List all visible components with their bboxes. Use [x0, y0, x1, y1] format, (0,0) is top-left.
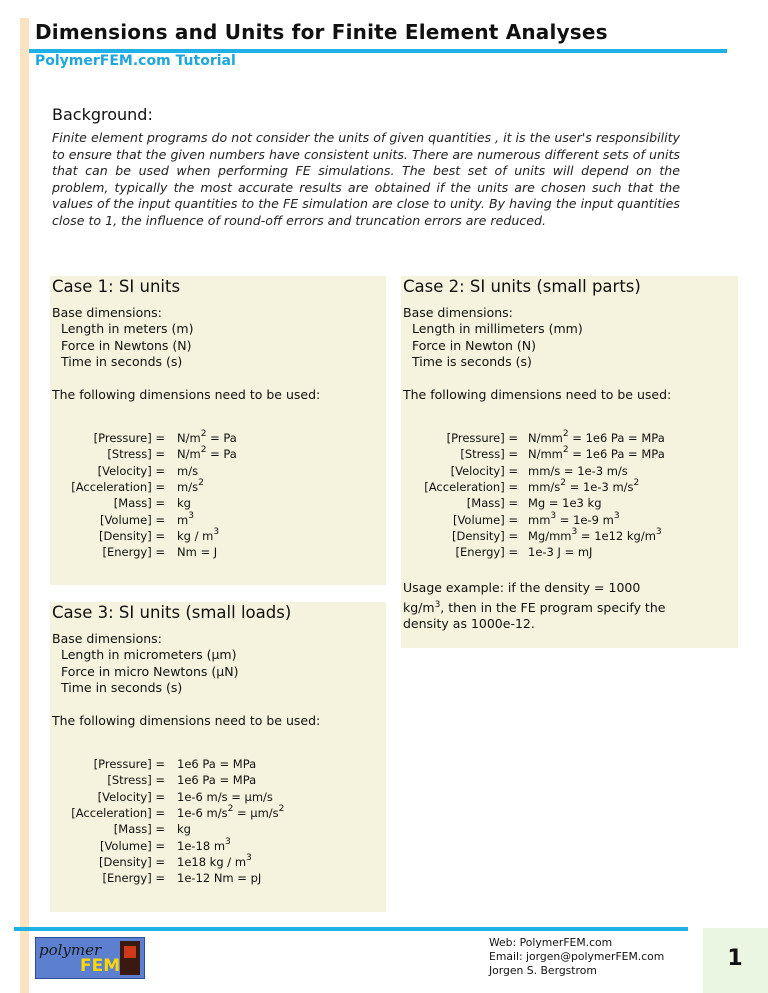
logo-word-fem: FEM: [80, 956, 121, 976]
dimension-value: [177, 822, 191, 836]
value-text: m/s: [177, 463, 199, 478]
page-number: 1: [727, 946, 743, 971]
dimension-value: [177, 773, 256, 787]
dimension-label: [Velocity] =: [97, 789, 165, 804]
case3-dim-force: Force in micro Newtons (μN): [61, 664, 239, 679]
value-text: = 1e-9 m: [556, 512, 614, 527]
exponent: 2: [200, 429, 207, 440]
case2-usage-example: [403, 580, 665, 633]
dimension-label: [Volume] =: [99, 838, 165, 853]
value-text: = 1e6 Pa = MPa: [568, 431, 665, 445]
usage-line-2: [403, 597, 665, 617]
exponent: 3: [613, 510, 620, 521]
case1-title: Case 1: SI units: [52, 277, 181, 296]
value-text: m/s: [177, 479, 199, 494]
exponent: 2: [560, 478, 567, 489]
value-text: mm: [528, 512, 551, 527]
dimension-value: [177, 510, 194, 527]
exponent: 2: [198, 478, 204, 489]
exponent: 2: [633, 478, 640, 489]
exponent: 3: [213, 526, 220, 537]
dimension-value: [177, 836, 231, 853]
case3-dim-time: Time in seconds (s): [61, 680, 183, 695]
left-margin-stripe: [20, 18, 29, 993]
logo-word-polymer: polymer: [39, 941, 102, 959]
value-text: = 1e-3 m/s: [566, 479, 634, 494]
dimension-label: [Acceleration] =: [71, 805, 165, 820]
dimension-value: [177, 757, 256, 771]
usage-unit-exponent: 3: [434, 599, 441, 610]
dimension-label: [Pressure] =: [446, 431, 518, 445]
dimension-label: [Pressure] =: [93, 757, 165, 771]
value-text: mm/s = 1e-3 m/s: [528, 463, 628, 478]
dimension-value: [177, 545, 217, 559]
usage-unit: kg/m: [403, 599, 435, 615]
dimension-label: [Energy] =: [102, 871, 165, 886]
dimension-label: [Density] =: [99, 528, 165, 543]
case3-dim-length: Length in micrometers (μm): [61, 647, 237, 662]
page-subtitle: PolymerFEM.com Tutorial: [35, 53, 236, 69]
dimension-label: [Mass] =: [466, 496, 518, 511]
case3-title: Case 3: SI units (small loads): [52, 603, 292, 622]
dimension-value: [177, 526, 220, 543]
dimension-value: [528, 464, 628, 478]
exponent: 2: [562, 429, 569, 440]
dimension-value: [528, 510, 620, 527]
case1-base-label: Base dimensions:: [52, 305, 162, 320]
polymerfem-logo: [35, 937, 145, 979]
exponent: 3: [188, 510, 194, 521]
dimension-label: [Pressure] =: [93, 431, 165, 445]
value-text: = μm/s: [233, 805, 279, 820]
dimension-value: [177, 871, 261, 885]
exponent: 3: [246, 852, 252, 863]
dimension-label: [Density] =: [99, 854, 165, 869]
value-text: N/mm: [528, 447, 563, 462]
case2-dim-time: Time is seconds (s): [412, 354, 532, 369]
value-text: kg: [177, 822, 191, 837]
value-text: = Pa: [206, 431, 237, 445]
dimension-label: [Stress] =: [107, 447, 165, 462]
usage-line-2-text: , then in the FE program specify the: [440, 599, 666, 615]
dimension-label: [Volume] =: [452, 512, 518, 527]
dimension-label: [Velocity] =: [97, 463, 165, 478]
value-text: 1e-6 m/s = μm/s: [177, 789, 273, 804]
dimension-value: [177, 431, 237, 445]
value-text: N/mm: [528, 431, 563, 445]
dimension-value: [528, 496, 602, 510]
dimension-value: [177, 790, 273, 804]
dimension-value: [528, 480, 639, 494]
case1-dim-time: Time in seconds (s): [61, 354, 183, 369]
dimension-label: [Mass] =: [113, 822, 165, 837]
value-text: 1e6 Pa = MPa: [177, 757, 257, 771]
dimension-label: [Mass] =: [113, 496, 165, 511]
case1-box: [50, 276, 386, 585]
dimension-value: [528, 447, 665, 461]
exponent: 3: [571, 526, 578, 537]
dimension-label: [Density] =: [452, 528, 518, 543]
exponent: 2: [227, 804, 234, 815]
page-title: Dimensions and Units for Finite Element Analyses: [35, 20, 608, 44]
contact-web: Web: PolymerFEM.com: [489, 936, 613, 949]
value-text: kg: [177, 496, 191, 511]
value-text: 1e-6 m/s: [177, 805, 228, 820]
value-text: = Pa: [206, 447, 237, 462]
dimension-label: [Stress] =: [460, 447, 518, 462]
contact-author: Jorgen S. Bergstrom: [489, 964, 597, 977]
dimension-value: [528, 431, 665, 445]
dimension-value: [177, 852, 252, 869]
value-text: 1e-12 Nm = pJ: [177, 871, 262, 886]
value-text: 1e6 Pa = MPa: [177, 773, 257, 788]
case3-box: [50, 602, 386, 912]
exponent: 2: [562, 445, 569, 456]
page-number-box: [703, 928, 768, 993]
exponent: 2: [278, 804, 285, 815]
contact-email: Email: jorgen@polymerFEM.com: [489, 950, 665, 963]
case2-dim-length: Length in millimeters (mm): [412, 321, 583, 336]
dimension-value: [177, 447, 237, 461]
case1-dim-force: Force in Newtons (N): [61, 338, 192, 353]
dimension-value: [177, 806, 284, 820]
value-text: 1e-18 m: [177, 838, 226, 853]
dimension-value: [528, 545, 592, 559]
dimension-value: [177, 496, 191, 510]
usage-line-1: Usage example: if the density = 1000: [403, 580, 641, 595]
dimension-label: [Volume] =: [99, 512, 165, 527]
dimension-label: [Energy] =: [455, 545, 518, 560]
value-text: N/m: [177, 431, 201, 445]
dimension-label: [Acceleration] =: [424, 479, 518, 494]
dimension-value: [177, 464, 198, 478]
value-text: N/m: [177, 447, 201, 462]
case2-dim-force: Force in Newton (N): [412, 338, 536, 353]
case3-intro: The following dimensions need to be used:: [52, 713, 321, 728]
case2-box: [401, 276, 738, 648]
dimension-label: [Acceleration] =: [71, 479, 165, 494]
exponent: 3: [550, 510, 557, 521]
value-text: Nm = J: [177, 545, 218, 560]
value-text: 1e18 kg / m: [177, 854, 247, 869]
background-paragraph: Finite element programs do not consider the units of given quantities , it is the user's responsibility to ensure that the given numbers have consistent units. There are numerous different sets of units that can be used when performing FE simulations. The best set of units will depend on the problem, typically the most accurate results are obtained if the units are chosen such that the values of the input quantities to the FE simulation are close to unity. By having the input quantities close to 1, the influence of round-off errors and truncation errors are reduced.: [52, 130, 680, 228]
case2-intro: The following dimensions need to be used:: [403, 387, 672, 402]
footer-divider: [14, 927, 688, 931]
exponent: 3: [655, 526, 662, 537]
value-text: Mg = 1e3 kg: [528, 496, 602, 511]
case2-title: Case 2: SI units (small parts): [403, 277, 641, 296]
usage-line-3: density as 1000e-12.: [403, 616, 535, 632]
dimension-value: [528, 526, 662, 543]
dimension-label: [Stress] =: [107, 773, 165, 788]
case1-intro: The following dimensions need to be used:: [52, 387, 321, 402]
background-heading: Background:: [52, 105, 153, 124]
case1-dim-length: Length in meters (m): [61, 321, 194, 336]
value-text: 1e-3 J = mJ: [528, 545, 593, 560]
case2-base-label: Base dimensions:: [403, 305, 513, 320]
contact-info: [489, 936, 664, 978]
dimension-label: [Energy] =: [102, 545, 165, 560]
value-text: m: [177, 512, 189, 527]
exponent: 2: [200, 445, 207, 456]
dimension-value: [177, 480, 204, 494]
value-text: mm/s: [528, 479, 561, 494]
value-text: = 1e6 Pa = MPa: [568, 447, 665, 462]
value-text: kg / m: [177, 528, 214, 543]
exponent: 3: [225, 836, 231, 847]
case3-base-label: Base dimensions:: [52, 631, 162, 646]
dimension-label: [Velocity] =: [450, 463, 518, 478]
value-text: Mg/mm: [528, 528, 572, 543]
value-text: = 1e12 kg/m: [577, 528, 656, 543]
logo-mesh-accent: [124, 946, 136, 958]
